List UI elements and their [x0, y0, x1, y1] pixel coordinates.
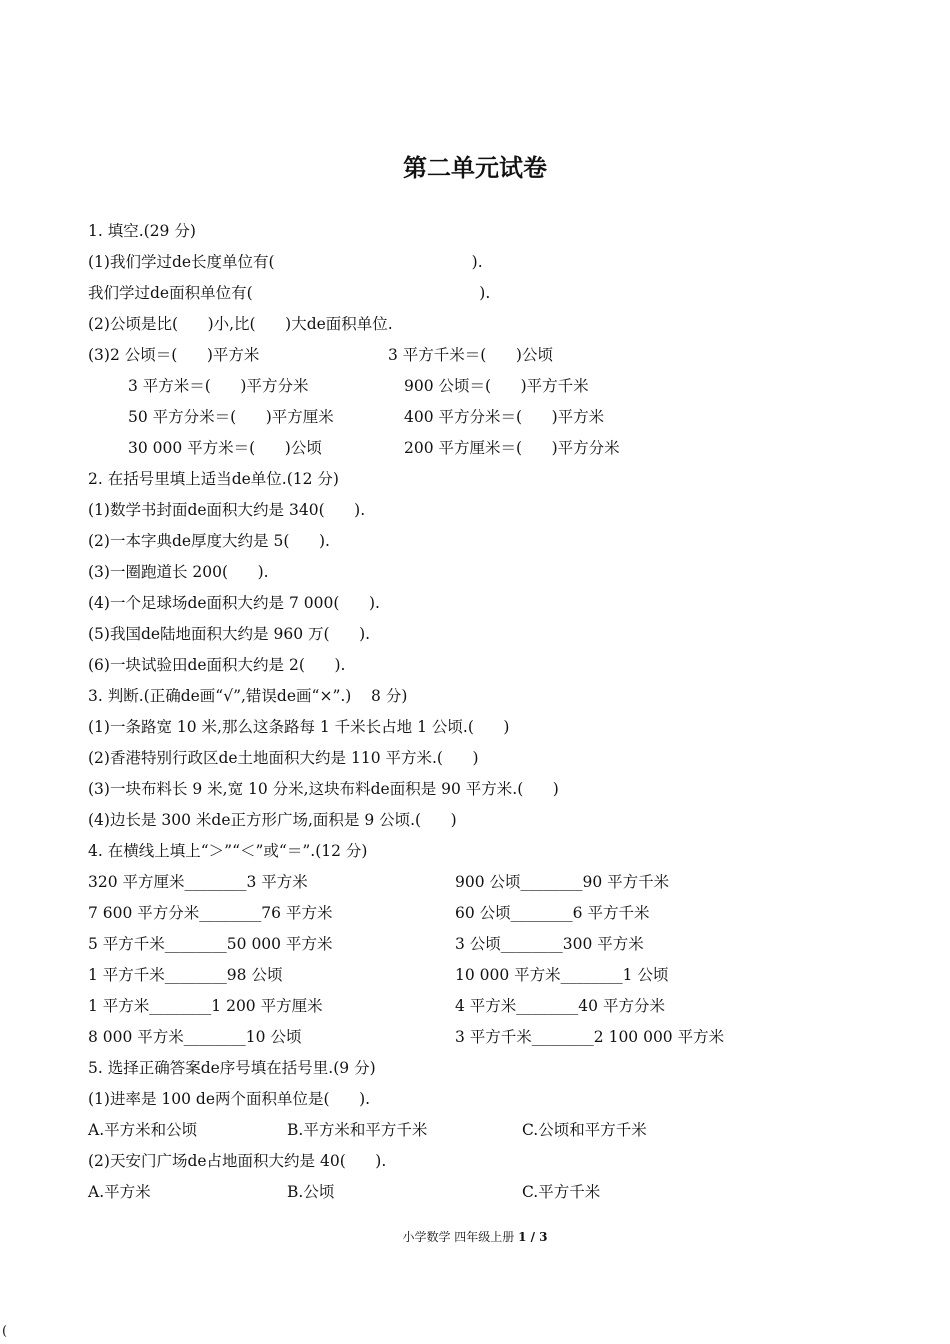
q1-conversion: 3 平方米＝( )平方分米 — [128, 377, 309, 395]
q3-item: (4)边长是 300 米de正方形广场,面积是 9 公顷.( ) — [88, 811, 457, 829]
q5-option-a: A.平方米和公顷 — [88, 1121, 198, 1139]
q4-heading: 4. 在横线上填上“＞”“＜”或“＝”.(12 分) — [88, 842, 368, 860]
q4-compare-left: 1 平方千米________98 公顷 — [88, 966, 283, 984]
q4-compare-left: 8 000 平方米________10 公顷 — [88, 1028, 302, 1046]
q2-item: (2)一本字典de厚度大约是 5( ). — [88, 532, 330, 550]
q5-subquestion: (2)天安门广场de占地面积大约是 40( ). — [88, 1152, 387, 1170]
q1-line: (2)公顷是比( )小,比( )大de面积单位. — [88, 315, 393, 333]
q4-compare-right: 900 公顷________90 平方千米 — [455, 873, 670, 891]
q5-option-a: A.平方米 — [88, 1183, 151, 1201]
q5-subquestion: (1)进率是 100 de两个面积单位是( ). — [88, 1090, 371, 1108]
page-footer — [0, 1228, 950, 1245]
q5-option-b: B.公顷 — [287, 1183, 335, 1201]
q2-item: (5)我国de陆地面积大约是 960 万( ). — [88, 625, 371, 643]
q2-item: (1)数学书封面de面积大约是 340( ). — [88, 501, 366, 519]
q4-compare-right: 4 平方米________40 平方分米 — [455, 997, 665, 1015]
q4-compare-right: 60 公顷________6 平方千米 — [455, 904, 650, 922]
q5-option-c: C.公顷和平方千米 — [522, 1121, 647, 1139]
q4-compare-left: 320 平方厘米________3 平方米 — [88, 873, 308, 891]
q1-conversion: 50 平方分米＝( )平方厘米 — [128, 408, 334, 426]
q3-item: (3)一块布料长 9 米,宽 10 分米,这块布料de面积是 90 平方米.( ) — [88, 780, 559, 798]
q4-compare-right: 3 平方千米________2 100 000 平方米 — [455, 1028, 725, 1046]
q2-item: (3)一圈跑道长 200( ). — [88, 563, 269, 581]
corner-mark: ( — [2, 1324, 8, 1339]
q5-option-b: B.平方米和平方千米 — [287, 1121, 428, 1139]
q2-item: (6)一块试验田de面积大约是 2( ). — [88, 656, 346, 674]
q1-conversion: 400 平方分米＝( )平方米 — [404, 408, 605, 426]
q5-heading: 5. 选择正确答案de序号填在括号里.(9 分) — [88, 1059, 376, 1077]
q5-option-c: C.平方千米 — [522, 1183, 601, 1201]
q1-line: 我们学过de面积单位有( ). — [88, 284, 491, 302]
q4-compare-left: 7 600 平方分米________76 平方米 — [88, 904, 333, 922]
q2-item: (4)一个足球场de面积大约是 7 000( ). — [88, 594, 380, 612]
q4-compare-left: 1 平方米________1 200 平方厘米 — [88, 997, 323, 1015]
q4-compare-right: 3 公顷________300 平方米 — [455, 935, 644, 953]
q3-item: (2)香港特别行政区de土地面积大约是 110 平方米.( ) — [88, 749, 479, 767]
footer-subject: 小学数学 四年级上册 — [402, 1230, 519, 1244]
q1-conversion: 900 公顷＝( )平方千米 — [404, 377, 589, 395]
q1-conversion: 200 平方厘米＝( )平方分米 — [404, 439, 620, 457]
q1-conversion: 3 平方千米＝( )公顷 — [388, 346, 553, 364]
q4-compare-left: 5 平方千米________50 000 平方米 — [88, 935, 333, 953]
q2-heading: 2. 在括号里填上适当de单位.(12 分) — [88, 470, 339, 488]
q3-item: (1)一条路宽 10 米,那么这条路每 1 千米长占地 1 公顷.( ) — [88, 718, 510, 736]
q3-heading: 3. 判断.(正确de画“√”,错误de画“×”.) 8 分) — [88, 687, 408, 705]
page-title: 第二单元试卷 — [403, 154, 547, 182]
page-number: 1 / 3 — [518, 1230, 548, 1244]
q1-line: (1)我们学过de长度单位有( ). — [88, 253, 483, 271]
q1-conversion: (3)2 公顷＝( )平方米 — [88, 346, 260, 364]
q4-compare-right: 10 000 平方米________1 公顷 — [455, 966, 669, 984]
q1-conversion: 30 000 平方米＝( )公顷 — [128, 439, 322, 457]
q1-heading: 1. 填空.(29 分) — [88, 222, 196, 240]
